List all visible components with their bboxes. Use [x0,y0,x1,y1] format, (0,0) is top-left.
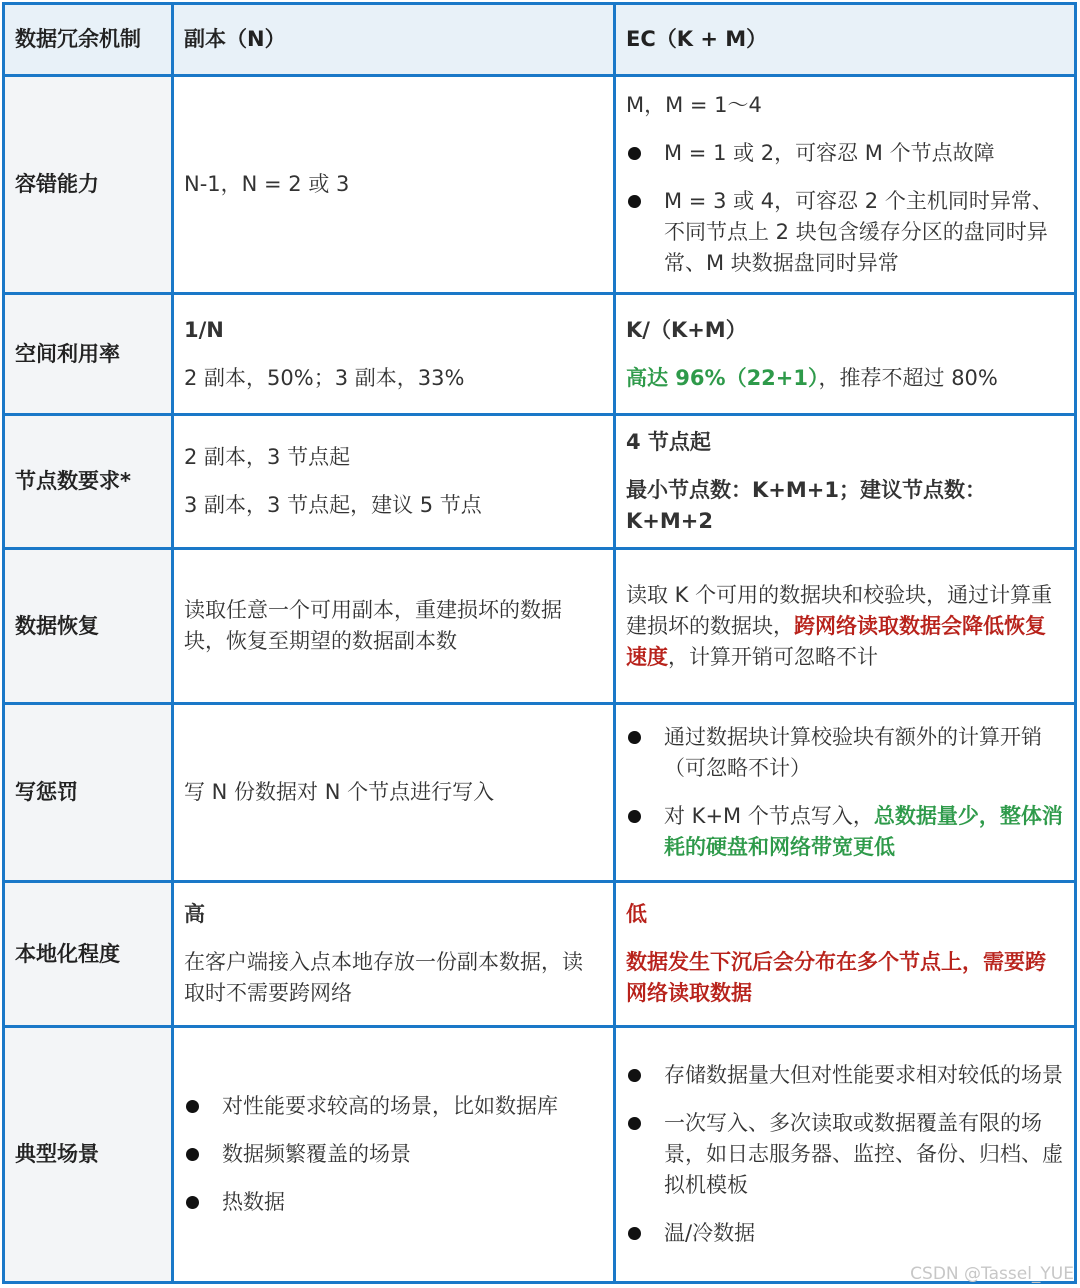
highlight-green: 高达 96%（22+1） [626,365,819,390]
ec-cell [615,294,1076,415]
list-item: 数据频繁覆盖的场景 [184,1139,603,1170]
ec-intro: M，M = 1～4 [626,93,762,117]
list-item [626,801,1064,863]
ec-cell [615,882,1076,1027]
ec-line-1: 低 [626,902,647,926]
row-fault-tolerance [4,76,1076,294]
highlight-green: 总数据量少，整体消耗的硬盘和网络带宽更低 [664,804,1063,859]
replica-line-2: 3 副本，3 节点起，建议 5 节点 [184,493,482,517]
comparison-table [2,2,1077,1284]
replica-bullet-list [184,1091,603,1218]
replica-cell [173,294,615,415]
ec-cell [615,1027,1076,1283]
ec-line-2: 最小节点数：K+M+1；建议节点数：K+M+2 [626,477,986,533]
list-item: 通过数据块计算校验块有额外的计算开销（可忽略不计） [626,722,1064,784]
ec-line-1: 4 节点起 [626,429,711,454]
row-locality [4,882,1076,1027]
row-data-recovery [4,549,1076,704]
ec-cell [615,549,1076,704]
replica-cell [173,882,615,1027]
replica-cell: 读取任意一个可用副本，重建损坏的数据块，恢复至期望的数据副本数 [173,549,615,704]
row-typical-scenarios [4,1027,1076,1283]
ec-cell [615,415,1076,549]
list-item: 温/冷数据 [626,1218,1064,1249]
list-item: 对性能要求较高的场景，比如数据库 [184,1091,603,1122]
header-mechanism: 数据冗余机制 [4,4,173,76]
ec-line-2 [626,363,1064,394]
header-ec: EC（K + M） [615,4,1076,76]
ec-line-2: 数据发生下沉后会分布在多个节点上，需要跨网络读取数据 [626,950,1046,1005]
replica-cell: N-1，N = 2 或 3 [173,76,615,294]
list-item: 一次写入、多次读取或数据覆盖有限的场景，如日志服务器、监控、备份、归档、虚拟机模板 [626,1108,1064,1201]
replica-cell [173,415,615,549]
replica-line-1: 2 副本，3 节点起 [184,445,351,469]
row-node-requirements [4,415,1076,549]
header-row [4,4,1076,76]
list-item: 存储数据量大但对性能要求相对较低的场景 [626,1060,1064,1091]
row-label: 写惩罚 [4,704,173,882]
row-label: 空间利用率 [4,294,173,415]
row-space-utilization [4,294,1076,415]
row-label: 典型场景 [4,1027,173,1283]
list-item: M = 1 或 2，可容忍 M 个节点故障 [626,138,1064,169]
replica-cell: 写 N 份数据对 N 个节点进行写入 [173,704,615,882]
ec-bullet-list [626,722,1064,863]
watermark: CSDN @Tassel_YUE [910,1264,1074,1284]
ec-bullet-list [626,138,1064,279]
row-label: 节点数要求* [4,415,173,549]
replica-line-2: 在客户端接入点本地存放一份副本数据，读取时不需要跨网络 [184,950,583,1005]
ec-line-2-rest: ，推荐不超过 80% [818,365,998,390]
list-item: 热数据 [184,1187,603,1218]
ec-text-post: ，计算开销可忽略不计 [668,644,878,669]
ec-line-1: K/（K+M） [626,317,747,342]
row-write-penalty [4,704,1076,882]
replica-line-1: 1/N [184,317,224,342]
replica-line-1: 高 [184,902,205,926]
ec-bullet-list [626,1060,1064,1249]
row-label: 数据恢复 [4,549,173,704]
item-text: 对 K+M 个节点写入， [664,804,874,828]
ec-text-pre: 读取 K 个可用的数据块和校验块，通过计算重建损坏的数据块， [626,582,1053,638]
row-label: 容错能力 [4,76,173,294]
ec-cell [615,704,1076,882]
replica-cell [173,1027,615,1283]
list-item: M = 3 或 4，可容忍 2 个主机同时异常、不同节点上 2 块包含缓存分区的盘同时异常、M 块数据盘同时异常 [626,186,1064,279]
highlight-red: 跨网络读取数据会降低恢复速度 [626,613,1046,669]
ec-cell [615,76,1076,294]
row-label: 本地化程度 [4,882,173,1027]
replica-line-2: 2 副本，50%；3 副本，33% [184,365,465,390]
header-replica: 副本（N） [173,4,615,76]
